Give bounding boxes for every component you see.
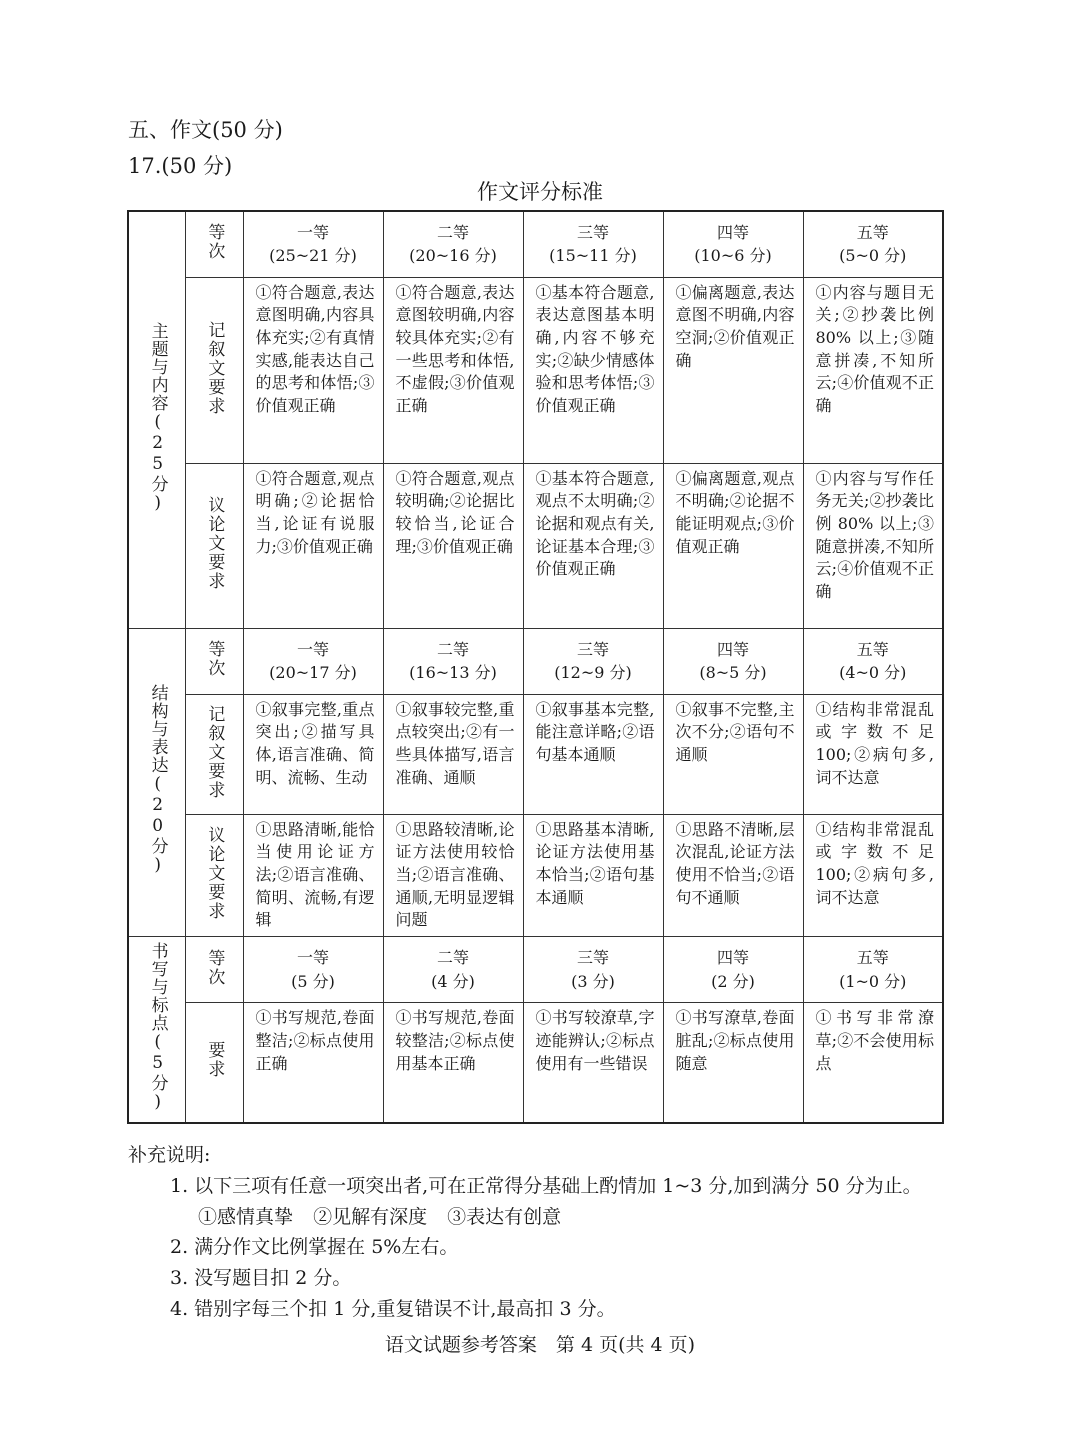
criteria-cell: ①符合题意,表达意图明确,内容具体充实;②有真情实感,能表达自己的思考和体悟;③价值观正确 [243,277,383,463]
row-label: 议论文要求 [185,814,243,937]
note-subitem: ②见解有深度 [313,1205,428,1228]
criteria-cell: ①结构非常混乱或字数不足100;②病句多,词不达意 [803,814,943,937]
grade-cell: 五等 (4~0 分) [803,628,943,694]
category-content: 主题与内容(25分) [128,211,185,628]
grade-cell: 五等 (5~0 分) [803,211,943,277]
argument-row [128,814,943,937]
criteria-cell: ①内容与题目无关;②抄袭比例 80% 以上;③随意拼凑,不知所云;④价值观不正确 [803,277,943,463]
grade-cell: 一等 (25~21 分) [243,211,383,277]
grade-cell: 一等 (20~17 分) [243,628,383,694]
criteria-cell: ①叙事较完整,重点较突出;②有一些具体描写,语言准确、通顺 [383,694,523,814]
grade-cell: 一等 (5 分) [243,937,383,1003]
note-subitem: ①感情真挚 [198,1205,294,1228]
section-title: 五、作文(50 分) [128,118,283,142]
criteria-cell: ①书写潦草,卷面脏乱;②标点使用随意 [663,1003,803,1123]
page-footer: 语文试题参考答案 第 4 页(共 4 页) [384,1334,696,1356]
notes-heading: 补充说明: [128,1144,211,1166]
criteria-cell: ①偏离题意,表达意图不明确,内容空洞;②价值观正确 [663,277,803,463]
grade-cell: 五等 (1~0 分) [803,937,943,1003]
criteria-cell: ①基本符合题意,表达意图基本明确,内容不够充实;②缺少情感体验和思考体悟;③价值观正确 [523,277,663,463]
criteria-cell: ①书写规范,卷面较整洁;②标点使用基本正确 [383,1003,523,1123]
row-label: 记叙文要求 [185,277,243,463]
criteria-cell: ①符合题意,表达意图较明确,内容较具体充实;②有一些思考和体悟,不虚假;③价值观正确 [383,277,523,463]
question-title: 17.(50 分) [128,154,233,178]
grade-cell: 四等 (8~5 分) [663,628,803,694]
grade-cell: 四等 (2 分) [663,937,803,1003]
criteria-cell: ①思路清晰,能恰当使用论证方法;②语言准确、简明、流畅,有逻辑 [243,814,383,937]
requirement-row [128,1003,943,1123]
criteria-cell: ①偏离题意,观点不明确;②论据不能证明观点;③价值观正确 [663,463,803,628]
category-structure: 结构与表达(20分) [128,628,185,937]
grade-row-content [128,211,943,277]
table-caption: 作文评分标准 [477,180,603,204]
row-label: 要求 [185,1003,243,1123]
criteria-cell: ①思路不清晰,层次混乱,论证方法使用不恰当;②语句不通顺 [663,814,803,937]
scoring-table [127,210,944,1124]
argument-row [128,463,943,628]
criteria-cell: ①符合题意,观点明确;②论据恰当,论证有说服力;③价值观正确 [243,463,383,628]
criteria-cell: ①叙事完整,重点突出;②描写具体,语言准确、简明、流畅、生动 [243,694,383,814]
criteria-cell: ①书写较潦草,字迹能辨认;②标点使用有一些错误 [523,1003,663,1123]
narrative-row [128,277,943,463]
note-subitem: ③表达有创意 [447,1205,562,1228]
grade-cell: 四等 (10~6 分) [663,211,803,277]
row-label: 议论文要求 [185,463,243,628]
criteria-cell: ①叙事基本完整,能注意详略;②语句基本通顺 [523,694,663,814]
grade-row-writing [128,937,943,1003]
note-item: 4. 错别字每三个扣 1 分,重复错误不计,最高扣 3 分。 [170,1297,616,1320]
criteria-cell: ①符合题意,观点较明确;②论据比较恰当,论证合理;③价值观正确 [383,463,523,628]
grade-cell: 二等 (16~13 分) [383,628,523,694]
grade-row-structure [128,628,943,694]
grade-label: 等次 [185,628,243,694]
note-item: 3. 没写题目扣 2 分。 [170,1267,352,1290]
criteria-cell: ①思路基本清晰,论证方法使用基本恰当;②语句基本通顺 [523,814,663,937]
criteria-cell: ①叙事不完整,主次不分;②语句不通顺 [663,694,803,814]
criteria-cell: ①书写规范,卷面整洁;②标点使用正确 [243,1003,383,1123]
grade-label: 等次 [185,211,243,277]
criteria-cell: ①结构非常混乱或字数不足100;②病句多,词不达意 [803,694,943,814]
criteria-cell: ①思路较清晰,论证方法使用较恰当;②语言准确、通顺,无明显逻辑问题 [383,814,523,937]
grade-cell: 三等 (15~11 分) [523,211,663,277]
note-item: 2. 满分作文比例掌握在 5%左右。 [170,1236,459,1259]
narrative-row [128,694,943,814]
criteria-cell: ①内容与写作任务无关;②抄袭比例 80% 以上;③随意拼凑,不知所云;④价值观不正确 [803,463,943,628]
note-subitems [128,1202,922,1233]
category-writing: 书写与标点(5分) [128,937,185,1123]
supplementary-notes [128,1140,922,1325]
note-item: 1. 以下三项有任意一项突出者,可在正常得分基础上酌情加 1~3 分,加到满分 50 分为止。 [170,1174,922,1197]
criteria-cell: ①书写非常潦草;②不会使用标点 [803,1003,943,1123]
criteria-cell: ①基本符合题意,观点不太明确;②论据和观点有关,论证基本合理;③价值观正确 [523,463,663,628]
grade-cell: 三等 (3 分) [523,937,663,1003]
grade-cell: 二等 (20~16 分) [383,211,523,277]
grade-cell: 三等 (12~9 分) [523,628,663,694]
grade-label: 等次 [185,937,243,1003]
grade-cell: 二等 (4 分) [383,937,523,1003]
row-label: 记叙文要求 [185,694,243,814]
